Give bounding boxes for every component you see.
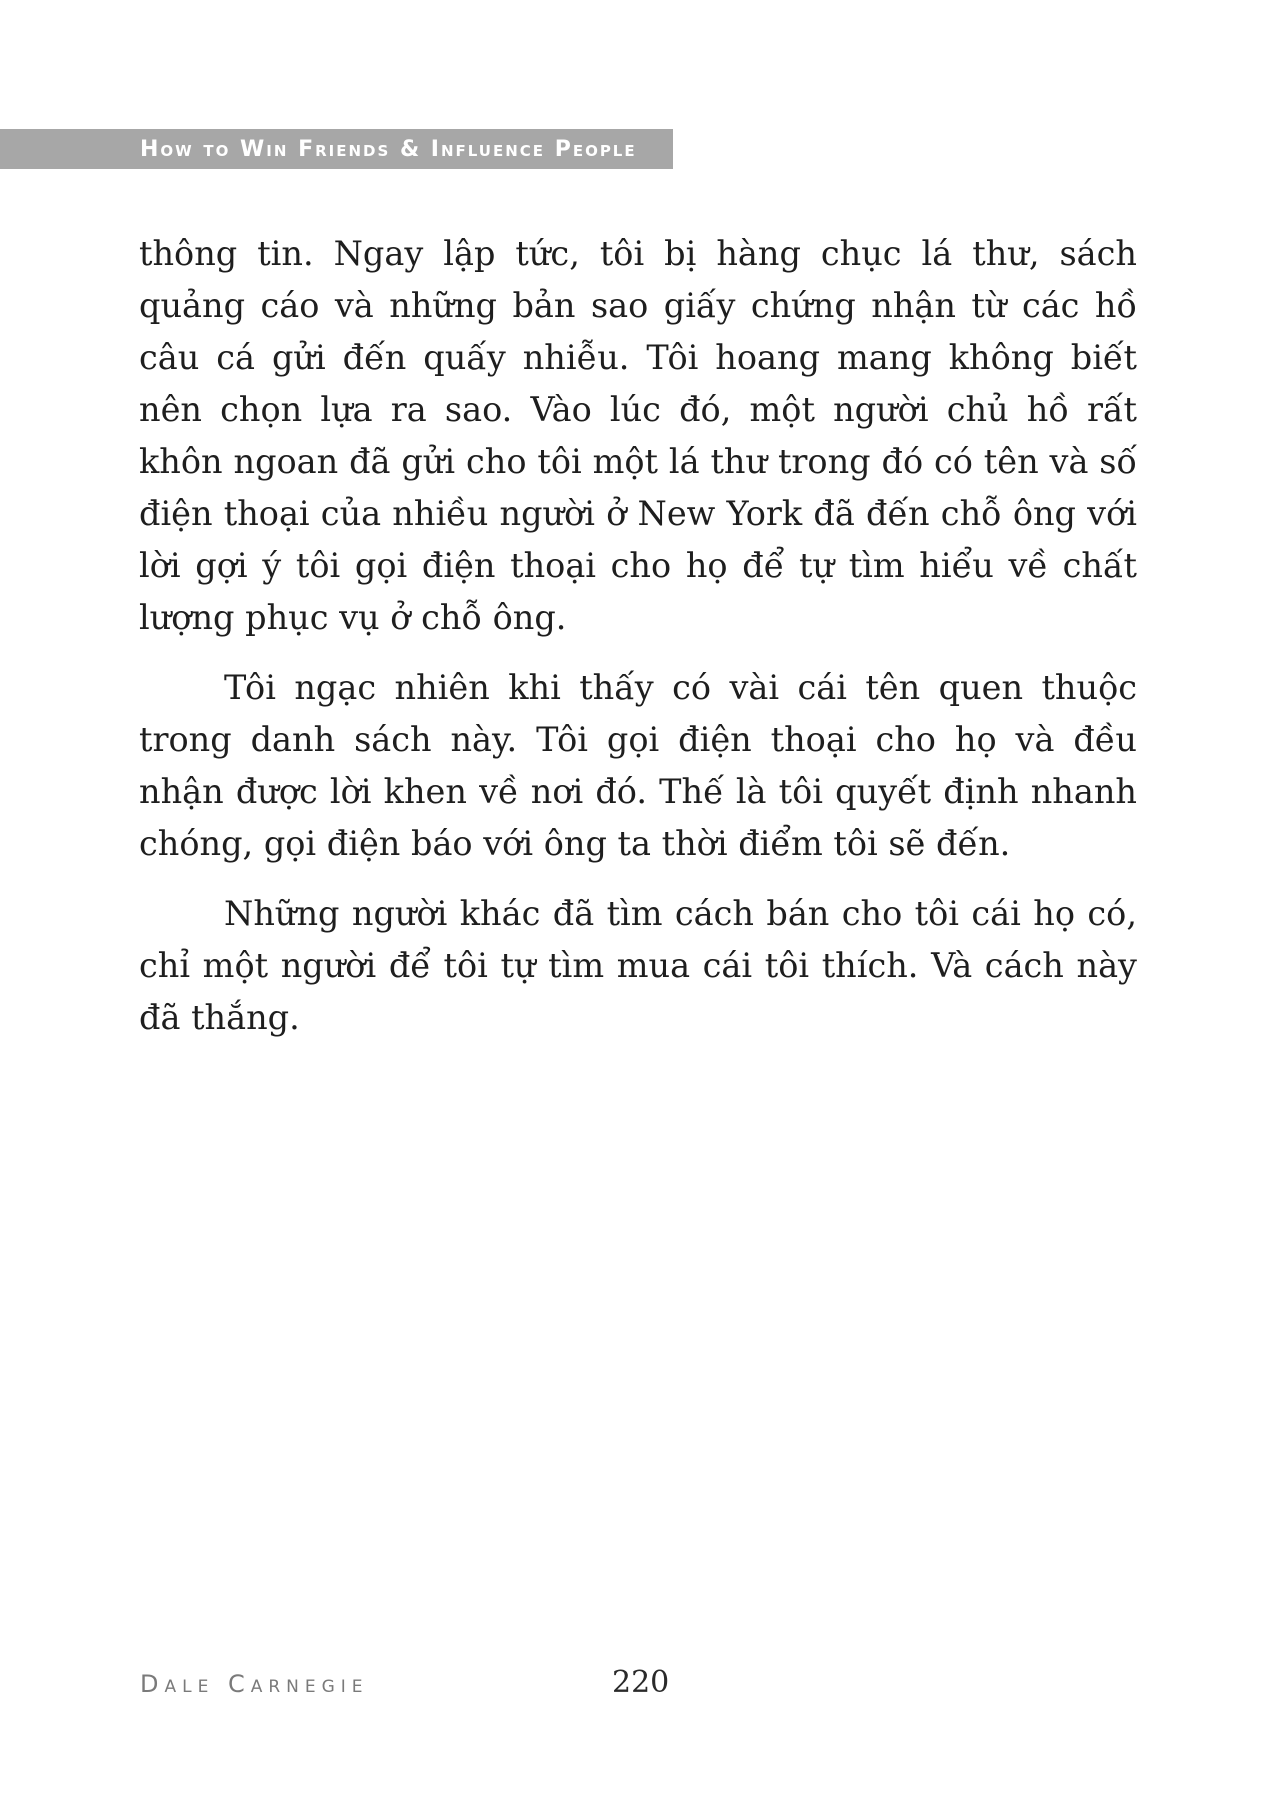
footer-author: Dale Carnegie [140,1670,369,1698]
paragraph: Những người khác đã tìm cách bán cho tôi cái họ có, chỉ một người để tôi tự tìm mua cái tôi thích. Và cách này đã thắng. [139,894,1137,1037]
paragraph: Tôi ngạc nhiên khi thấy có vài cái tên quen thuộc trong danh sách này. Tôi gọi điện thoại cho họ và đều nhận được lời khen về nơi đó. Thế là tôi quyết định nhanh chóng, gọi điện báo với ông ta thời điểm tôi sẽ đến. [139,668,1137,863]
page-body [139,228,1137,1062]
page-number: 220 [612,1665,670,1700]
running-header-title: How to Win Friends & Influence People [140,137,637,162]
paragraph: thông tin. Ngay lập tức, tôi bị hàng chục lá thư, sách quảng cáo và những bản sao giấy chứng nhận từ các hồ câu cá gửi đến quấy nhiễu. Tôi hoang mang không biết nên chọn lựa ra sao. Vào lúc đó, một người chủ hồ rất khôn ngoan đã gửi cho tôi một lá thư trong đó có tên và số điện thoại của nhiều người ở New York đã đến chỗ ông với lời gợi ý tôi gọi điện thoại cho họ để tự tìm hiểu về chất lượng phục vụ ở chỗ ông. [139,234,1137,637]
